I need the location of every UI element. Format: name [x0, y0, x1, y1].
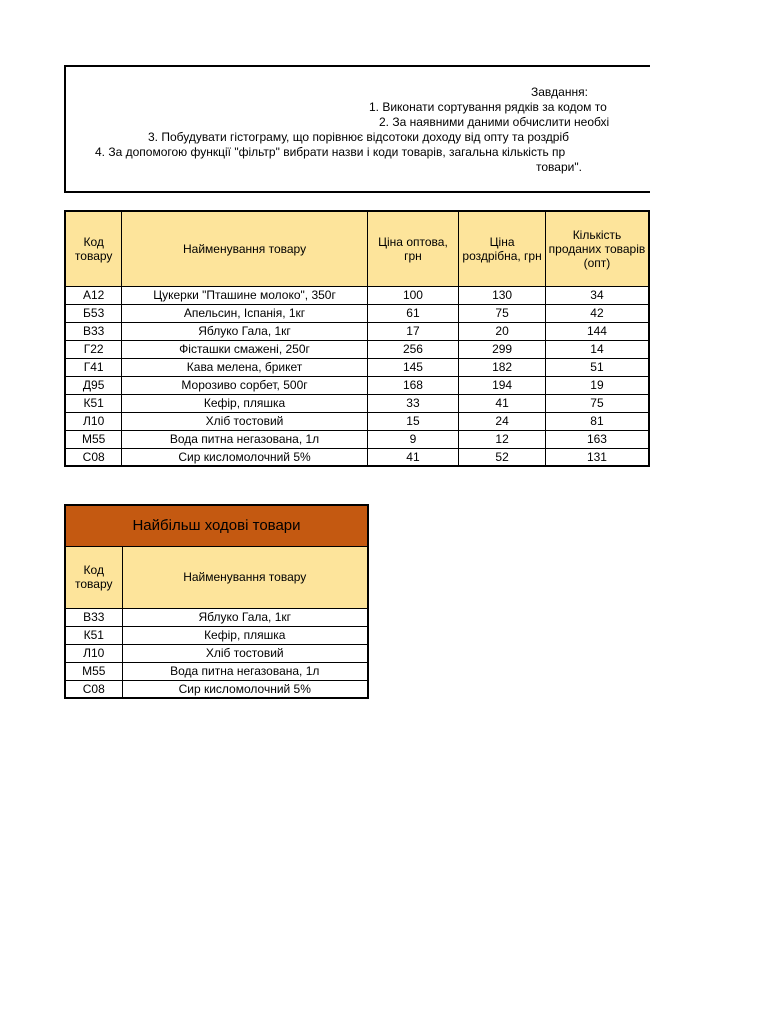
header-retail: Ціна роздрібна, грн: [459, 211, 546, 286]
cell-name[interactable]: Кава мелена, брикет: [122, 358, 367, 376]
top-cell-code[interactable]: С08: [65, 680, 122, 698]
task-box: [64, 65, 650, 193]
cell-qty[interactable]: 14: [545, 340, 649, 358]
task-title: Завдання:: [531, 85, 588, 99]
cell-name[interactable]: Вода питна негазована, 1л: [122, 430, 367, 448]
cell-retail[interactable]: 75: [459, 304, 546, 322]
table-row: [65, 304, 649, 322]
cell-retail[interactable]: 24: [459, 412, 546, 430]
header-name: Найменування товару: [122, 211, 367, 286]
cell-code[interactable]: С08: [65, 448, 122, 466]
top-products-title-row: [65, 505, 368, 546]
table-row: [65, 358, 649, 376]
cell-code[interactable]: Д95: [65, 376, 122, 394]
task-step-4-cont: товари".: [536, 160, 582, 174]
cell-code[interactable]: Г22: [65, 340, 122, 358]
cell-wholesale[interactable]: 61: [367, 304, 459, 322]
top-cell-name[interactable]: Кефір, пляшка: [122, 626, 368, 644]
header-wholesale: Ціна оптова, грн: [367, 211, 459, 286]
table-row: [65, 608, 368, 626]
top-products-table: [64, 504, 369, 699]
cell-qty[interactable]: 42: [545, 304, 649, 322]
cell-retail[interactable]: 194: [459, 376, 546, 394]
cell-qty[interactable]: 51: [545, 358, 649, 376]
table-row: [65, 680, 368, 698]
table-row: [65, 448, 649, 466]
cell-wholesale[interactable]: 41: [367, 448, 459, 466]
top-cell-code[interactable]: М55: [65, 662, 122, 680]
table-row: [65, 340, 649, 358]
cell-qty[interactable]: 81: [545, 412, 649, 430]
top-header-name: Найменування товару: [122, 546, 368, 608]
top-cell-name[interactable]: Сир кисломолочний 5%: [122, 680, 368, 698]
cell-name[interactable]: Фісташки смажені, 250г: [122, 340, 367, 358]
cell-wholesale[interactable]: 33: [367, 394, 459, 412]
cell-qty[interactable]: 163: [545, 430, 649, 448]
cell-code[interactable]: Г41: [65, 358, 122, 376]
cell-name[interactable]: Апельсин, Іспанія, 1кг: [122, 304, 367, 322]
table-row: [65, 322, 649, 340]
top-products-title: Найбільш ходові товари: [65, 505, 368, 546]
cell-name[interactable]: Яблуко Гала, 1кг: [122, 322, 367, 340]
header-qty: Кількість проданих товарів (опт): [545, 211, 649, 286]
cell-wholesale[interactable]: 17: [367, 322, 459, 340]
table-row: [65, 412, 649, 430]
header-code: Код товару: [65, 211, 122, 286]
top-cell-name[interactable]: Хліб тостовий: [122, 644, 368, 662]
cell-code[interactable]: М55: [65, 430, 122, 448]
task-step-2: 2. За наявними даними обчислити необхі: [379, 115, 610, 129]
table-row: [65, 662, 368, 680]
cell-name[interactable]: Сир кисломолочний 5%: [122, 448, 367, 466]
products-header-row: [65, 211, 649, 286]
cell-retail[interactable]: 12: [459, 430, 546, 448]
cell-retail[interactable]: 20: [459, 322, 546, 340]
cell-code[interactable]: В33: [65, 322, 122, 340]
cell-wholesale[interactable]: 256: [367, 340, 459, 358]
table-row: [65, 376, 649, 394]
table-row: [65, 430, 649, 448]
task-step-4: 4. За допомогою функції "фільтр" вибрати назви і коди товарів, загальна кількість пр: [95, 145, 566, 159]
table-row: [65, 286, 649, 304]
table-row: [65, 394, 649, 412]
top-products-header-row: [65, 546, 368, 608]
cell-wholesale[interactable]: 100: [367, 286, 459, 304]
cell-name[interactable]: Цукерки "Пташине молоко", 350г: [122, 286, 367, 304]
cell-qty[interactable]: 75: [545, 394, 649, 412]
cell-qty[interactable]: 19: [545, 376, 649, 394]
cell-wholesale[interactable]: 15: [367, 412, 459, 430]
task-step-1: 1. Виконати сортування рядків за кодом то: [369, 100, 607, 114]
cell-qty[interactable]: 144: [545, 322, 649, 340]
cell-wholesale[interactable]: 9: [367, 430, 459, 448]
top-cell-code[interactable]: К51: [65, 626, 122, 644]
products-table: [64, 210, 650, 467]
cell-retail[interactable]: 299: [459, 340, 546, 358]
top-cell-code[interactable]: В33: [65, 608, 122, 626]
top-cell-name[interactable]: Яблуко Гала, 1кг: [122, 608, 368, 626]
cell-code[interactable]: К51: [65, 394, 122, 412]
cell-name[interactable]: Морозиво сорбет, 500г: [122, 376, 367, 394]
cell-retail[interactable]: 182: [459, 358, 546, 376]
cell-qty[interactable]: 131: [545, 448, 649, 466]
cell-wholesale[interactable]: 168: [367, 376, 459, 394]
top-header-code: Код товару: [65, 546, 122, 608]
top-cell-name[interactable]: Вода питна негазована, 1л: [122, 662, 368, 680]
cell-code[interactable]: А12: [65, 286, 122, 304]
cell-retail[interactable]: 52: [459, 448, 546, 466]
cell-qty[interactable]: 34: [545, 286, 649, 304]
cell-retail[interactable]: 41: [459, 394, 546, 412]
cell-name[interactable]: Хліб тостовий: [122, 412, 367, 430]
task-step-3: 3. Побудувати гістограму, що порівнює відсотоки доходу від опту та роздріб: [148, 130, 570, 144]
cell-code[interactable]: Л10: [65, 412, 122, 430]
table-row: [65, 644, 368, 662]
table-row: [65, 626, 368, 644]
top-cell-code[interactable]: Л10: [65, 644, 122, 662]
cell-wholesale[interactable]: 145: [367, 358, 459, 376]
cell-code[interactable]: Б53: [65, 304, 122, 322]
cell-retail[interactable]: 130: [459, 286, 546, 304]
cell-name[interactable]: Кефір, пляшка: [122, 394, 367, 412]
